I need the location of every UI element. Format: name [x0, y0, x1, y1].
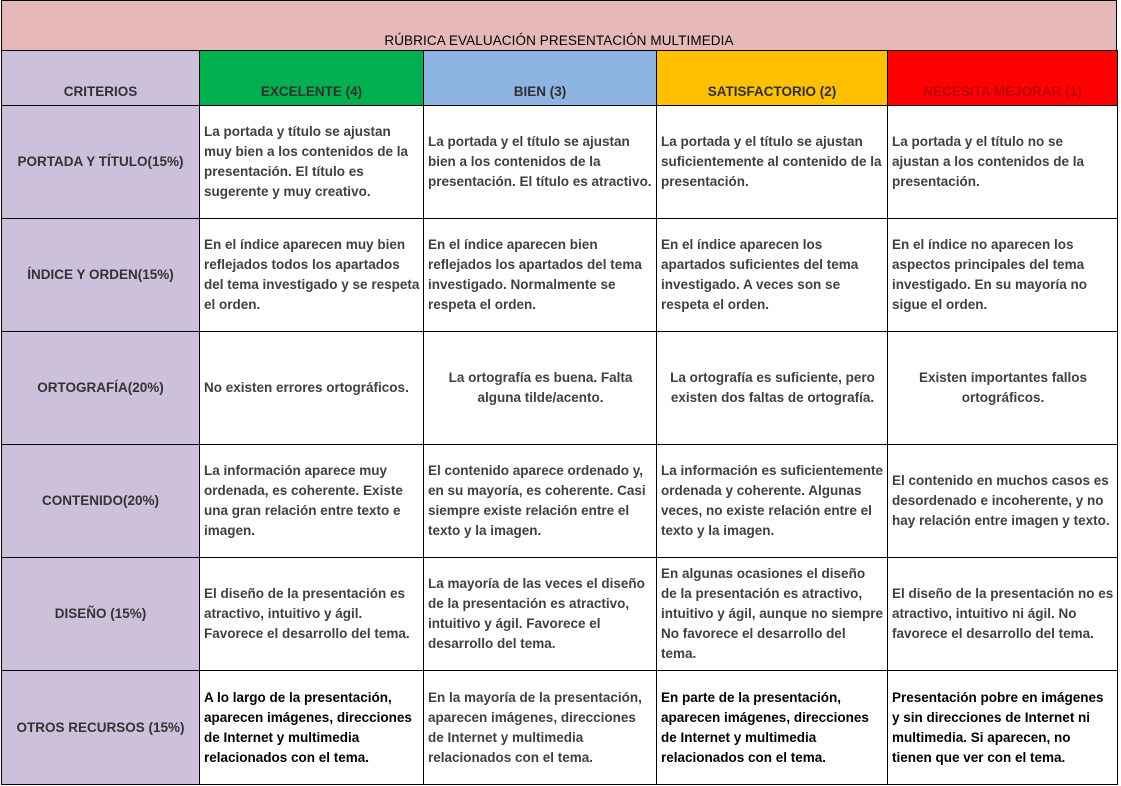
- necesita-cell[interactable]: El diseño de la presentación no es atractivo, intuitivo ni ágil. No favorece el desarrollo del tema.: [888, 558, 1118, 671]
- necesita-cell[interactable]: En el índice no aparecen los aspectos principales del tema investigado. En su mayoría no sigue el orden.: [888, 219, 1118, 332]
- excelente-cell[interactable]: A lo largo de la presentación, aparecen imágenes, direcciones de Internet y multimedia relacionados con el tema.: [200, 671, 424, 785]
- bien-cell[interactable]: El contenido aparece ordenado y, en su mayoría, es coherente. Casi siempre existe relación entre el texto y la imagen.: [424, 445, 657, 558]
- satisfactorio-cell[interactable]: En el índice aparecen los apartados suficientes del tema investigado. A veces son se respeta el orden.: [657, 219, 888, 332]
- criterion-cell[interactable]: OTROS RECURSOS (15%): [2, 671, 200, 785]
- criterion-cell[interactable]: ÍNDICE Y ORDEN(15%): [2, 219, 200, 332]
- excelente-cell[interactable]: El diseño de la presentación es atractivo, intuitivo y ágil. Favorece el desarrollo del tema.: [200, 558, 424, 671]
- table-row: [2, 106, 1118, 219]
- criterion-cell[interactable]: ORTOGRAFÍA(20%): [2, 332, 200, 445]
- header-necesita-mejorar[interactable]: NECESITA MEJORAR (1): [888, 51, 1118, 106]
- excelente-cell[interactable]: No existen errores ortográficos.: [200, 332, 424, 445]
- bien-cell[interactable]: En el índice aparecen bien reflejados los apartados del tema investigado. Normalmente se respeta el orden.: [424, 219, 657, 332]
- table-row: [2, 219, 1118, 332]
- satisfactorio-cell[interactable]: En algunas ocasiones el diseño de la presentación es atractivo, intuitivo y ágil, aunque no siempre No favorece el desarrollo del tema.: [657, 558, 888, 671]
- header-excelente[interactable]: EXCELENTE (4): [200, 51, 424, 106]
- rubric-table: [1, 50, 1118, 785]
- criterion-cell[interactable]: DISEÑO (15%): [2, 558, 200, 671]
- satisfactorio-cell[interactable]: La portada y el título se ajustan suficientemente al contenido de la presentación.: [657, 106, 888, 219]
- necesita-cell[interactable]: La portada y el título no se ajustan a los contenidos de la presentación.: [888, 106, 1118, 219]
- excelente-cell[interactable]: La portada y título se ajustan muy bien a los contenidos de la presentación. El título es sugerente y muy creativo.: [200, 106, 424, 219]
- satisfactorio-cell[interactable]: En parte de la presentación, aparecen imágenes, direcciones de Internet y multimedia relacionados con el tema.: [657, 671, 888, 785]
- header-row: [2, 51, 1118, 106]
- table-row: [2, 671, 1118, 785]
- criterion-cell[interactable]: PORTADA Y TÍTULO(15%): [2, 106, 200, 219]
- bien-cell[interactable]: La ortografía es buena. Falta alguna tilde/acento.: [424, 332, 657, 445]
- necesita-cell[interactable]: Presentación pobre en imágenes y sin direcciones de Internet ni multimedia. Si aparecen, no tienen que ver con el tema.: [888, 671, 1118, 785]
- bien-cell[interactable]: La mayoría de las veces el diseño de la presentación es atractivo, intuitivo y ágil. Favorece el desarrollo del tema.: [424, 558, 657, 671]
- necesita-cell[interactable]: El contenido en muchos casos es desordenado e incoherente, y no hay relación entre imagen y texto.: [888, 445, 1118, 558]
- necesita-cell[interactable]: Existen importantes fallos ortográficos.: [888, 332, 1118, 445]
- header-bien[interactable]: BIEN (3): [424, 51, 657, 106]
- bien-cell[interactable]: En la mayoría de la presentación, aparecen imágenes, direcciones de Internet y multimedia relacionados con el tema.: [424, 671, 657, 785]
- table-row: [2, 332, 1118, 445]
- criterion-cell[interactable]: CONTENIDO(20%): [2, 445, 200, 558]
- rubric-title: RÚBRICA EVALUACIÓN PRESENTACIÓN MULTIMEDIA: [384, 33, 734, 48]
- table-row: [2, 445, 1118, 558]
- excelente-cell[interactable]: En el índice aparecen muy bien reflejados todos los apartados del tema investigado y se respeta el orden.: [200, 219, 424, 332]
- satisfactorio-cell[interactable]: La información es suficientemente ordenada y coherente. Algunas veces, no existe relación entre el texto y la imagen.: [657, 445, 888, 558]
- satisfactorio-cell[interactable]: La ortografía es suficiente, pero existen dos faltas de ortografía.: [657, 332, 888, 445]
- bien-cell[interactable]: La portada y el título se ajustan bien a los contenidos de la presentación. El título es atractivo.: [424, 106, 657, 219]
- excelente-cell[interactable]: La información aparece muy ordenada, es coherente. Existe una gran relación entre texto e imagen.: [200, 445, 424, 558]
- header-criterios[interactable]: CRITERIOS: [2, 51, 200, 106]
- rubric-title-cell[interactable]: [1, 0, 1117, 50]
- table-row: [2, 558, 1118, 671]
- header-satisfactorio[interactable]: SATISFACTORIO (2): [657, 51, 888, 106]
- rubric-sheet: [1, 0, 1117, 785]
